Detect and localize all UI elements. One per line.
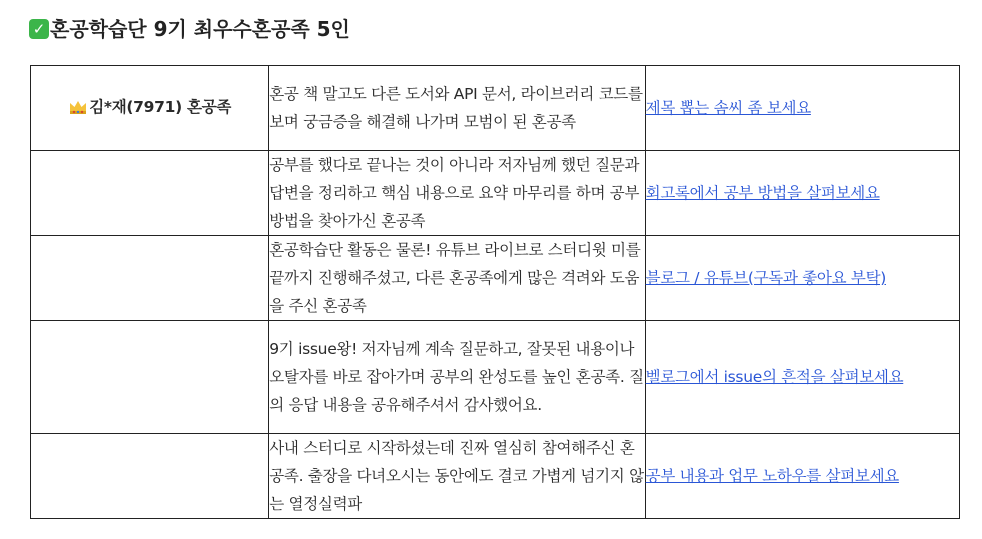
table-row bbox=[31, 66, 960, 151]
name-cell bbox=[31, 434, 269, 519]
winner-description: 혼공 책 말고도 다른 도서와 API 문서, 라이브러리 코드를 보며 궁금증을 해결해 나가며 모범이 된 혼공족 bbox=[269, 85, 643, 131]
table-row bbox=[31, 236, 960, 321]
description-cell bbox=[269, 434, 645, 519]
crown-icon bbox=[68, 99, 88, 115]
description-cell bbox=[269, 66, 645, 151]
link-cell bbox=[645, 236, 959, 321]
name-cell bbox=[31, 321, 269, 434]
winner-link[interactable]: 벨로그에서 issue의 흔적을 살펴보세요 bbox=[645, 368, 904, 386]
check-mark-icon: ✓ bbox=[29, 19, 49, 39]
winner-link[interactable]: 블로그 / 유튜브(구독과 좋아요 부탁) bbox=[645, 269, 886, 287]
winners-table bbox=[30, 65, 960, 519]
winner-description: 혼공학습단 활동은 물론! 유튜브 라이브로 스터디윗 미를 끝까지 진행해주셨고, 다른 혼공족에게 많은 격려와 도움을 주신 혼공족 bbox=[269, 241, 641, 315]
winner-name: 김*재(7971) 혼공족 bbox=[89, 97, 232, 116]
link-cell bbox=[645, 434, 959, 519]
winner-link[interactable]: 제목 뽑는 솜씨 좀 보세요 bbox=[645, 99, 811, 117]
table-row bbox=[31, 321, 960, 434]
page-title-text: 혼공학습단 9기 최우수혼공족 5인 bbox=[50, 17, 350, 41]
link-cell bbox=[645, 151, 959, 236]
description-cell bbox=[269, 151, 645, 236]
winner-link[interactable]: 공부 내용과 업무 노하우를 살펴보세요 bbox=[645, 467, 899, 485]
name-cell bbox=[31, 151, 269, 236]
winner-description: 공부를 했다로 끝나는 것이 아니라 저자님께 했던 질문과 답변을 정리하고 핵심 내용으로 요약 마무리를 하며 공부 방법을 찾아가신 혼공족 bbox=[269, 156, 640, 230]
table-row bbox=[31, 151, 960, 236]
winner-description: 사내 스터디로 시작하셨는데 진짜 열심히 참여해주신 혼공족. 출장을 다녀오시는 동안에도 결코 가볍게 넘기지 않는 열정실력파 bbox=[269, 439, 644, 513]
name-cell bbox=[31, 66, 269, 151]
page-title bbox=[29, 14, 350, 44]
description-cell bbox=[269, 236, 645, 321]
link-cell bbox=[645, 321, 959, 434]
winner-link[interactable]: 회고록에서 공부 방법을 살펴보세요 bbox=[645, 184, 880, 202]
winner-description: 9기 issue왕! 저자님께 계속 질문하고, 잘못된 내용이나 오탈자를 바로 잡아가며 공부의 완성도를 높인 혼공족. 질의 응답 내용을 공유해주셔서 감사했어요. bbox=[269, 340, 644, 414]
description-cell bbox=[269, 321, 645, 434]
link-cell bbox=[645, 66, 959, 151]
name-cell bbox=[31, 236, 269, 321]
table-row bbox=[31, 434, 960, 519]
